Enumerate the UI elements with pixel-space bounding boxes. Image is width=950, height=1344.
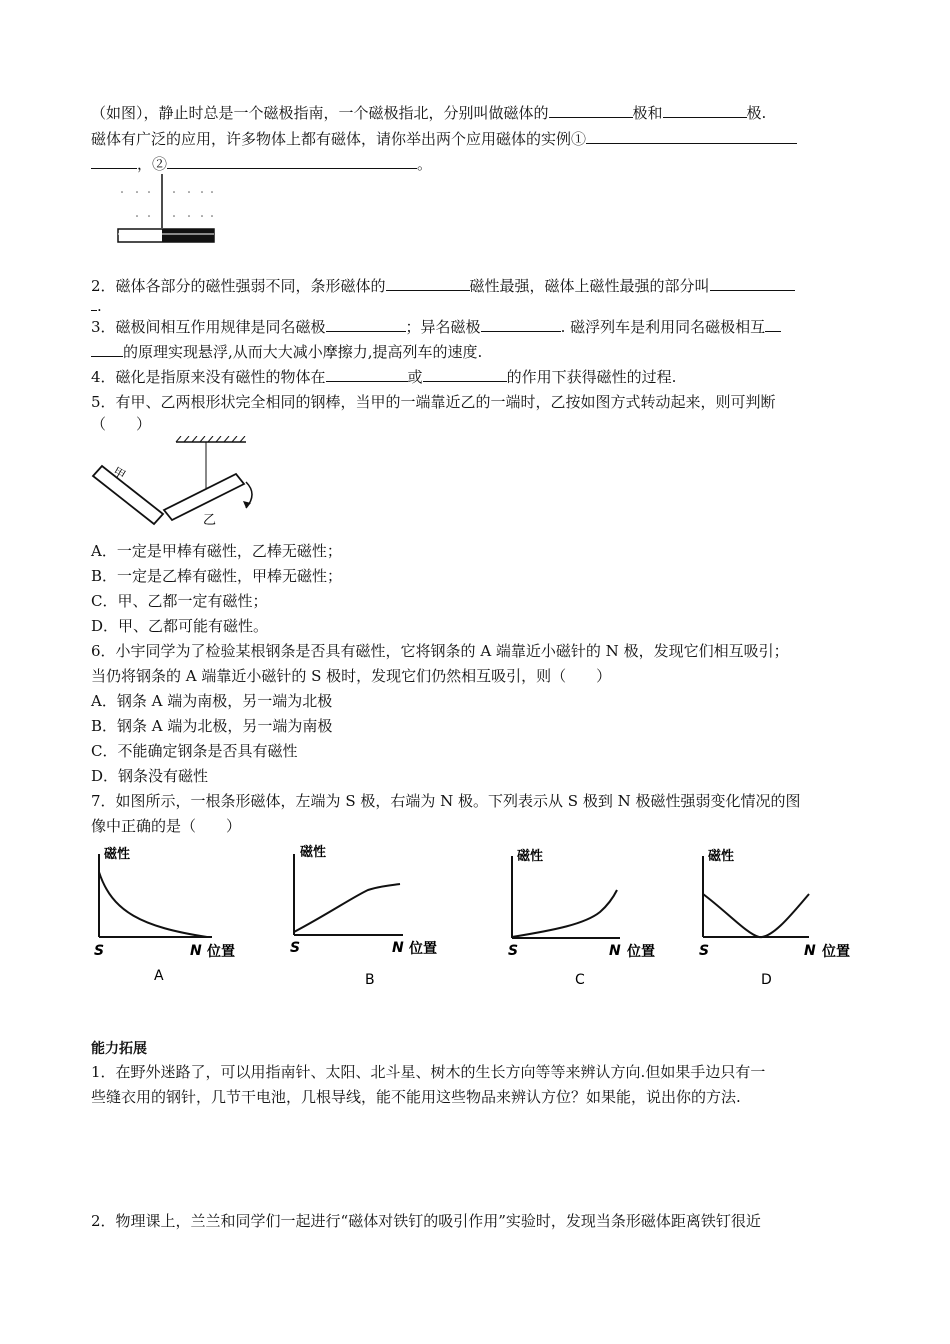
graph-b[interactable] [288, 842, 448, 992]
q2-line2: . [91, 296, 102, 316]
graph-c-caption: C [575, 972, 585, 988]
q1-line1: （如图），静止时总是一个磁极指南，一个磁极指北，分别叫做磁体的 极和 极. [91, 104, 767, 122]
graph-a-caption: A [154, 968, 164, 984]
graph-d-n: N [804, 943, 816, 959]
graph-c-n: N [609, 943, 621, 959]
q4-line: 4．磁化是指原来没有磁性的物体在 或 的作用下获得磁性的过程. [91, 368, 677, 386]
answer-blank[interactable] [549, 103, 633, 118]
rod-label-yi: 乙 [203, 513, 217, 528]
answer-blank[interactable] [423, 367, 507, 382]
graph-b-s: S [290, 940, 301, 956]
q7-line1: 7．如图所示，一根条形磁体，左端为 S 极，右端为 N 极。下列表示从 S 极到 N 极磁性强弱变化情况的图 [91, 792, 801, 810]
answer-blank[interactable] [586, 129, 797, 144]
q6-line2: 当仍将钢条的 A 端靠近小磁针的 S 极时，发现它们仍然相互吸引，则（ ） [91, 667, 612, 685]
graph-c-s: S [508, 943, 519, 959]
ext1-line2: 些缝衣用的钢针，几节干电池，几根导线，能不能用这些物品来辨认方位？如果能，说出你的方法. [91, 1088, 741, 1106]
graph-a-ylabel: 磁性 [104, 847, 131, 862]
q2-line1: 2．磁体各部分的磁性强弱不同，条形磁体的 磁性最强，磁体上磁性最强的部分叫 [91, 276, 795, 296]
graph-d-s: S [699, 943, 710, 959]
answer-blank[interactable] [765, 317, 781, 332]
graph-b-n: N [392, 940, 404, 956]
q1-line3: ，② 。 [91, 154, 432, 174]
q5-line2: （ ） [91, 415, 152, 433]
graph-d-ylabel: 磁性 [708, 849, 735, 864]
q5-option-d[interactable]: D．甲、乙都可能有磁性。 [91, 617, 269, 635]
graph-d-xlabel: 位置 [822, 944, 850, 960]
graph-c[interactable] [505, 842, 665, 992]
q6-line1: 6．小宇同学为了检验某根钢条是否具有磁性，它将钢条的 A 端靠近小磁针的 N 极，发现它们相互吸引； [91, 642, 789, 660]
answer-blank[interactable] [386, 276, 470, 291]
graph-b-xlabel: 位置 [409, 941, 437, 957]
graph-a-n: N [190, 943, 202, 959]
q3-line1: 3．磁极间相互作用规律是同名磁极 ；异名磁极 . 磁浮列车是利用同名磁极相互 [91, 317, 781, 337]
graph-b-caption: B [365, 972, 375, 988]
answer-blank[interactable] [481, 317, 561, 332]
rod-label-jia: 甲 [110, 464, 128, 483]
graph-d-caption: D [761, 972, 772, 988]
answer-blank[interactable] [91, 342, 123, 357]
answer-blank[interactable] [710, 276, 795, 291]
answer-blank[interactable] [326, 317, 406, 332]
q5-option-a[interactable]: A．一定是甲棒有磁性，乙棒无磁性； [91, 542, 342, 560]
graph-a-s: S [94, 943, 105, 959]
q5-option-c[interactable]: C．甲、乙都一定有磁性； [91, 592, 268, 610]
q3-line2: 的原理实现悬浮,从而大大减小摩擦力,提高列车的速度. [91, 342, 482, 362]
q7-line2: 像中正确的是（ ） [91, 817, 242, 835]
ext2-line1: 2．物理课上，兰兰和同学们一起进行“磁体对铁钉的吸引作用”实验时，发现当条形磁体距离铁钉很近 [91, 1212, 761, 1230]
section-title: 能力拓展 [91, 1041, 147, 1057]
graph-a-xlabel: 位置 [207, 944, 235, 960]
q6-option-b[interactable]: B．钢条 A 端为北极，另一端为南极 [91, 717, 333, 735]
answer-blank[interactable] [91, 154, 137, 169]
q6-option-a[interactable]: A．钢条 A 端为南极，另一端为北极 [91, 692, 333, 710]
q6-option-c[interactable]: C．不能确定钢条是否具有磁性 [91, 742, 298, 760]
graph-c-xlabel: 位置 [627, 944, 655, 960]
graph-c-ylabel: 磁性 [517, 849, 544, 864]
q1-line2: 磁体有广泛的应用，许多物体上都有磁体，请你举出两个应用磁体的实例① [91, 129, 797, 149]
q5-line1: 5．有甲、乙两根形状完全相同的钢棒，当甲的一端靠近乙的一端时，乙按如图方式转动起来，则可判断 [91, 393, 776, 411]
q6-option-d[interactable]: D．钢条没有磁性 [91, 767, 209, 785]
magnet-figure [112, 172, 222, 247]
ext1-line1: 1．在野外迷路了，可以用指南针、太阳、北斗星、树木的生长方向等等来辨认方向.但如果手边只有一 [91, 1063, 766, 1081]
rods-figure [88, 436, 268, 536]
answer-blank[interactable] [326, 367, 408, 382]
answer-blank[interactable] [663, 103, 747, 118]
answer-blank[interactable] [167, 154, 417, 169]
graph-a[interactable] [92, 842, 252, 992]
graph-b-ylabel: 磁性 [300, 845, 327, 860]
q5-option-b[interactable]: B．一定是乙棒有磁性，甲棒无磁性； [91, 567, 343, 585]
graph-d[interactable] [697, 842, 862, 992]
